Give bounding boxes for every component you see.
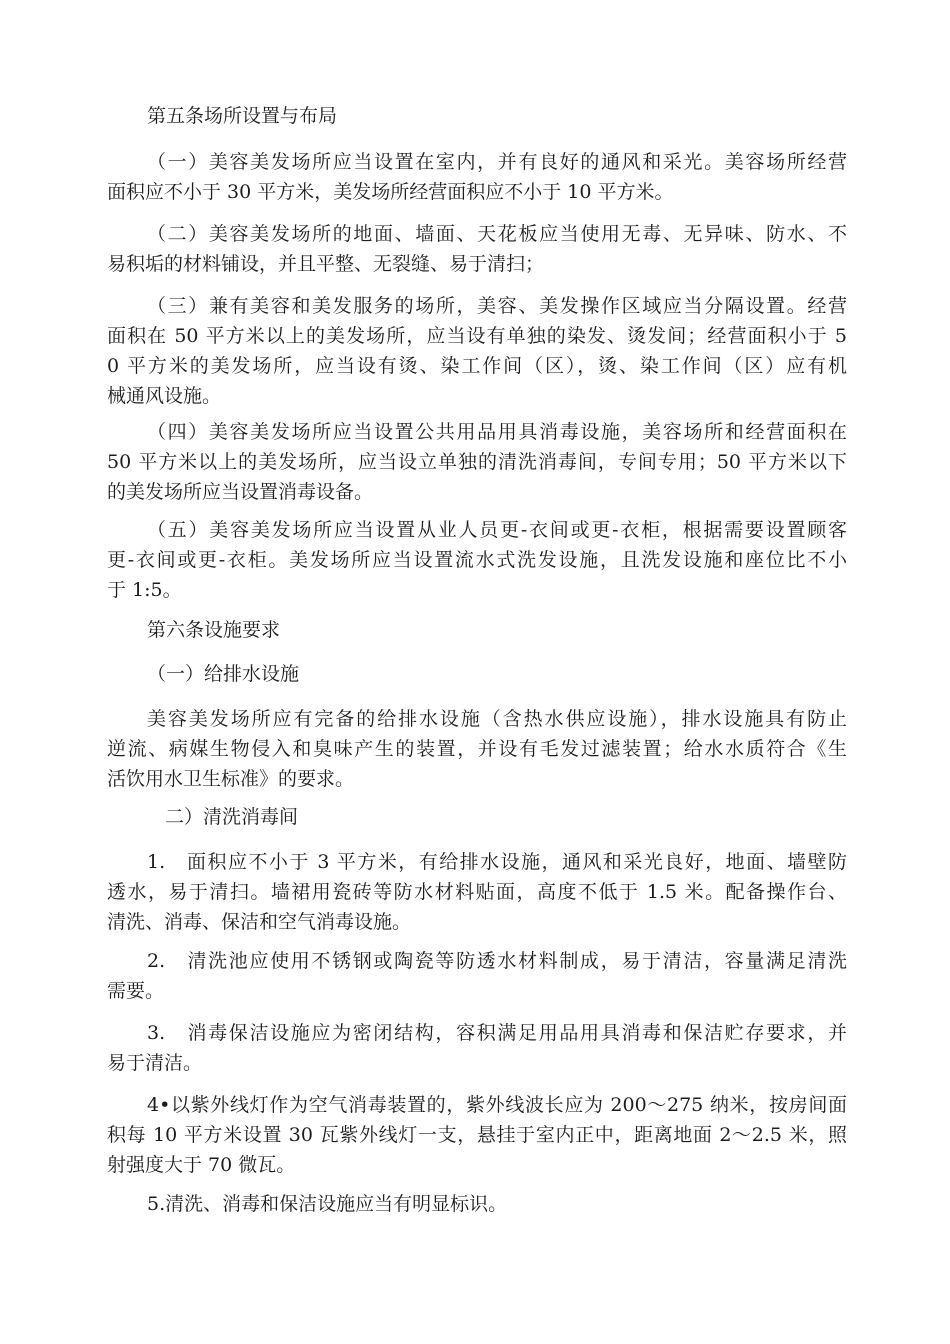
section-heading-disinfection [107, 802, 847, 832]
text-line: 美容美发场所应有完备的给排水设施（含热水供应设施），排水设施具有防止 [147, 708, 847, 730]
text-line: 5.清洗、消毒和保洁设施应当有明显标识。 [147, 1193, 508, 1215]
paragraph-1 [107, 147, 847, 207]
text-line: 50 平方米以上的美发场所，应当设立单独的清洗消毒间，专间专用；50 平方米以下 [107, 451, 847, 473]
text-line: 3. 消毒保洁设施应为密闭结构，容积满足用品用具消毒和保洁贮存要求，并 [147, 1022, 847, 1044]
text-line: 易积垢的材料铺设，并且平整、无裂缝、易于清扫； [107, 253, 545, 275]
text-line: （二）美容美发场所的地面、墙面、天花板应当使用无毒、无异味、防水、不 [147, 223, 847, 245]
text-line: 2. 清洗池应使用不锈钢或陶瓷等防透水材料制成，易于清洁，容量满足清洗 [147, 950, 847, 972]
paragraph-4 [107, 417, 847, 507]
text-line: （三）兼有美容和美发服务的场所，美容、美发操作区域应当分隔设置。经营 [147, 295, 847, 317]
text-line: 的美发场所应当设置消毒设备。 [107, 481, 374, 503]
item-4 [107, 1090, 847, 1180]
text-line: 积每 10 平方米设置 30 瓦紫外线灯一支，悬挂于室内正中，距离地面 2〜2.5 米，照 [107, 1124, 847, 1146]
text-line: 二）清洗消毒间 [165, 806, 299, 828]
text-line: 第六条设施要求 [147, 619, 281, 641]
text-line: 更-衣间或更-衣柜。美发场所应当设置流水式洗发设施，且洗发设施和座位比不小 [107, 549, 847, 571]
paragraph-3 [107, 291, 847, 411]
text-line: 面积应不小于 30 平方米，美发场所经营面积应不小于 10 平方米。 [107, 181, 674, 203]
paragraph-5 [107, 515, 847, 605]
item-5 [107, 1189, 847, 1219]
section-heading-water [107, 659, 847, 689]
article-heading-5 [107, 101, 847, 131]
text-line: （四）美容美发场所应当设置公共用品用具消毒设施，美容场所和经营面积在 [147, 421, 847, 443]
text-line: 逆流、病媒生物侵入和臭味产生的装置，并设有毛发过滤装置；给水水质符合《生 [107, 738, 847, 760]
text-line: 面积在 50 平方米以上的美发场所，应当设有单独的染发、烫发间；经营面积小于 5 [107, 325, 847, 347]
text-line: （一）给排水设施 [147, 663, 300, 685]
item-1 [107, 847, 847, 937]
text-line: 射强度大于 70 微瓦。 [107, 1154, 296, 1176]
item-3 [107, 1018, 847, 1078]
item-2 [107, 946, 847, 1006]
text-line: 透水，易于清扫。墙裙用瓷砖等防水材料贴面，高度不低于 1.5 米。配备操作台、 [107, 881, 847, 903]
text-line: 第五条场所设置与布局 [147, 105, 338, 127]
paragraph-water [107, 704, 847, 794]
text-line: 于 1:5。 [107, 579, 182, 601]
text-line: （五）美容美发场所应当设置从业人员更-衣间或更-衣柜，根据需要设置顾客 [147, 519, 847, 541]
text-line: 械通风设施。 [107, 385, 222, 407]
text-line: （一）美容美发场所应当设置在室内，并有良好的通风和采光。美容场所经营 [147, 151, 847, 173]
text-line: 0 平方米的美发场所，应当设有烫、染工作间（区），烫、染工作间（区）应有机 [107, 355, 847, 377]
text-line: 易于清洁。 [107, 1052, 203, 1074]
article-heading-6 [107, 615, 847, 645]
text-line: 1. 面积应不小于 3 平方米，有给排水设施，通风和采光良好，地面、墙壁防 [147, 851, 847, 873]
paragraph-2 [107, 219, 847, 279]
text-line: 需要。 [107, 980, 165, 1002]
text-line: 清洗、消毒、保洁和空气消毒设施。 [107, 911, 412, 933]
text-line: 活饮用水卫生标准》的要求。 [107, 768, 355, 790]
text-line: 4•以紫外线灯作为空气消毒装置的，紫外线波长应为 200〜275 纳米，按房间面 [147, 1094, 847, 1116]
